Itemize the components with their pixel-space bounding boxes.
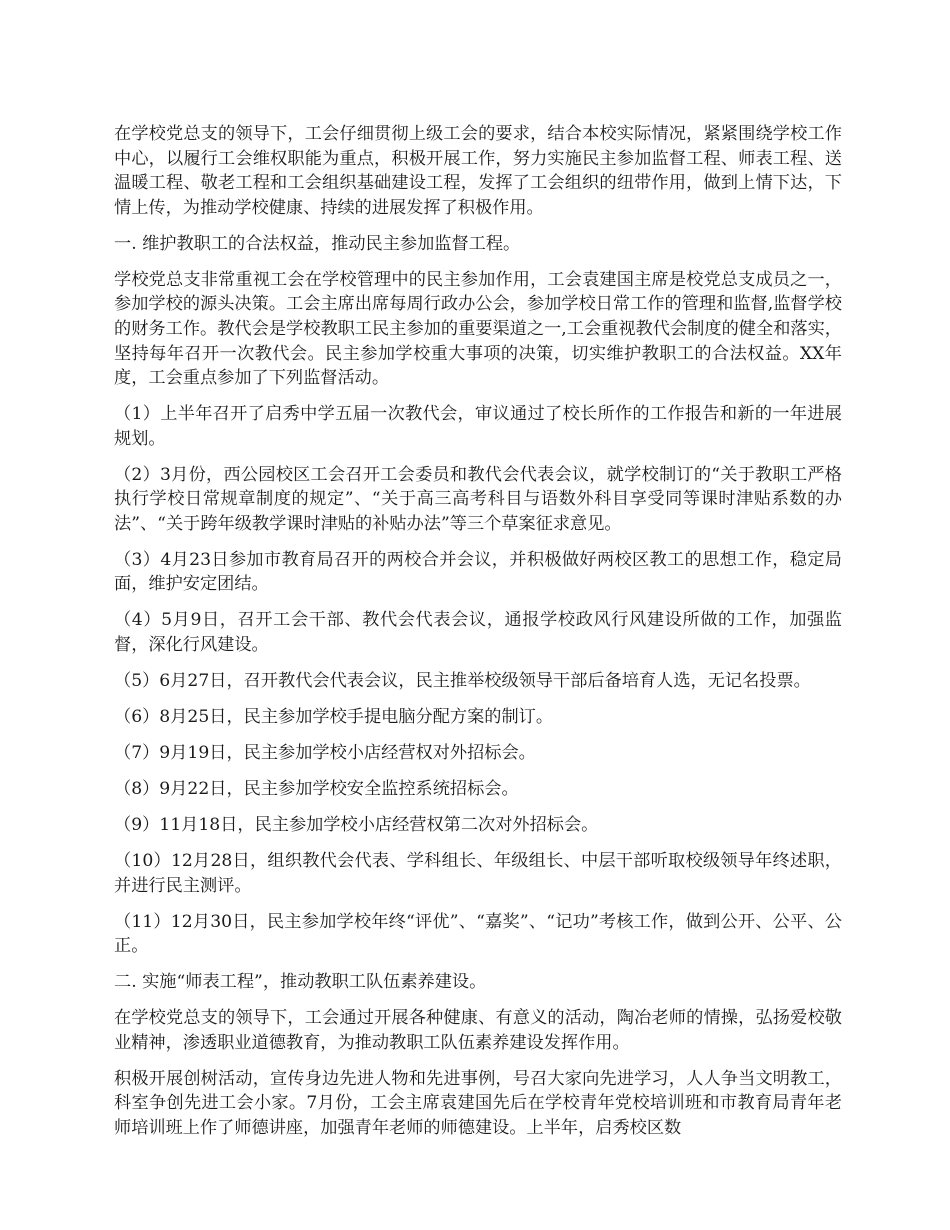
- list-item: （7）9月19日，民主参加学校小店经营权对外招标会。: [114, 742, 536, 763]
- paragraph-intro: 在学校党总支的领导下，工会仔细贯彻上级工会的要求，结合本校实际情况，紧紧围绕学校工作中心，以履行工会维权职能为重点，积极开展工作，努力实施民主参加监督工程、师表工程、送温暖工程、敬老工程和工会组织基础建设工程，发挥了工会组织的纽带作用，做到上情下达，下情上传，为推动学校健康、持续的进展发挥了积极作用。: [114, 124, 842, 218]
- list-item: （3）4月23日参加市教育局召开的两校合并会议，并积极做好两校区教工的思想工作，稳定局面，维护安定团结。: [114, 549, 842, 595]
- list-item: （5）6月27日，召开教代会代表会议，民主推举校级领导干部后备培育人选，无记名投票。: [114, 671, 811, 692]
- list-item: （4）5月9日，召开工会干部、教代会代表会议，通报学校政风行风建设所做的工作，加强监督，深化行风建设。: [114, 610, 842, 656]
- list-item: （1）上半年召开了启秀中学五届一次教代会，审议通过了校长所作的工作报告和新的一年进展规划。: [114, 404, 842, 449]
- section-heading-1: 一. 维护教职工的合法权益，推动民主参加监督工程。: [114, 233, 521, 254]
- list-item: （10）12月28日，组织教代会代表、学科组长、年级组长、中层干部听取校级领导年终述职，并进行民主测评。: [114, 850, 842, 896]
- list-item: （9）11月18日，民主参加学校小店经营权第二次对外招标会。: [114, 814, 599, 835]
- list-item: （2）3月份，西公园校区工会召开工会委员和教代会代表会议，就学校制订的“关于教职工严格执行学校日常规章制度的规定”、“关于高三高考科目与语数外科目享受同等课时津贴系数的办法”、“关于跨年级教学课时津贴的补贴办法”等三个草案征求意见。: [114, 464, 842, 534]
- list-item: （8）9月22日，民主参加学校安全监控系统招标会。: [114, 778, 519, 799]
- paragraph-democratic-participation: 学校党总支非常重视工会在学校管理中的民主参加作用，工会袁建国主席是校党总支成员之一，参加学校的源头决策。工会主席出席每周行政办公会，参加学校日常工作的管理和监督,监督学校的财务工作。教代会是学校教职工民主参加的重要渠道之一,工会重视教代会制度的健全和落实，坚持每年召开一次教代会。民主参加学校重大事项的决策，切实维护教职工的合法权益。XX年度，工会重点参加了下列监督活动。: [114, 269, 842, 389]
- paragraph-activities: 积极开展创树活动，宣传身边先进人物和先进事例，号召大家向先进学习，人人争当文明教工，科室争创先进工会小家。7月份，工会主席袁建国先后在学校青年党校培训班和市教育局青年老师培训班上作了师德讲座，加强青年老师的师德建设。上半年，启秀校区数: [114, 1068, 842, 1138]
- document-body: [114, 122, 842, 1152]
- list-item: （11）12月30日，民主参加学校年终“评优”、“嘉奖”、“记功”考核工作，做到公开、公平、公正。: [114, 911, 842, 957]
- paragraph-teacher-quality: 在学校党总支的领导下，工会通过开展各种健康、有意义的活动，陶冶老师的情操，弘扬爱校敬业精神，渗透职业道德教育，为推动教职工队伍素养建设发挥作用。: [114, 1008, 842, 1053]
- list-item: （6）8月25日，民主参加学校手提电脑分配方案的制订。: [114, 707, 554, 727]
- section-heading-2: 二. 实施“师表工程”，推动教职工队伍素养建设。: [114, 972, 487, 993]
